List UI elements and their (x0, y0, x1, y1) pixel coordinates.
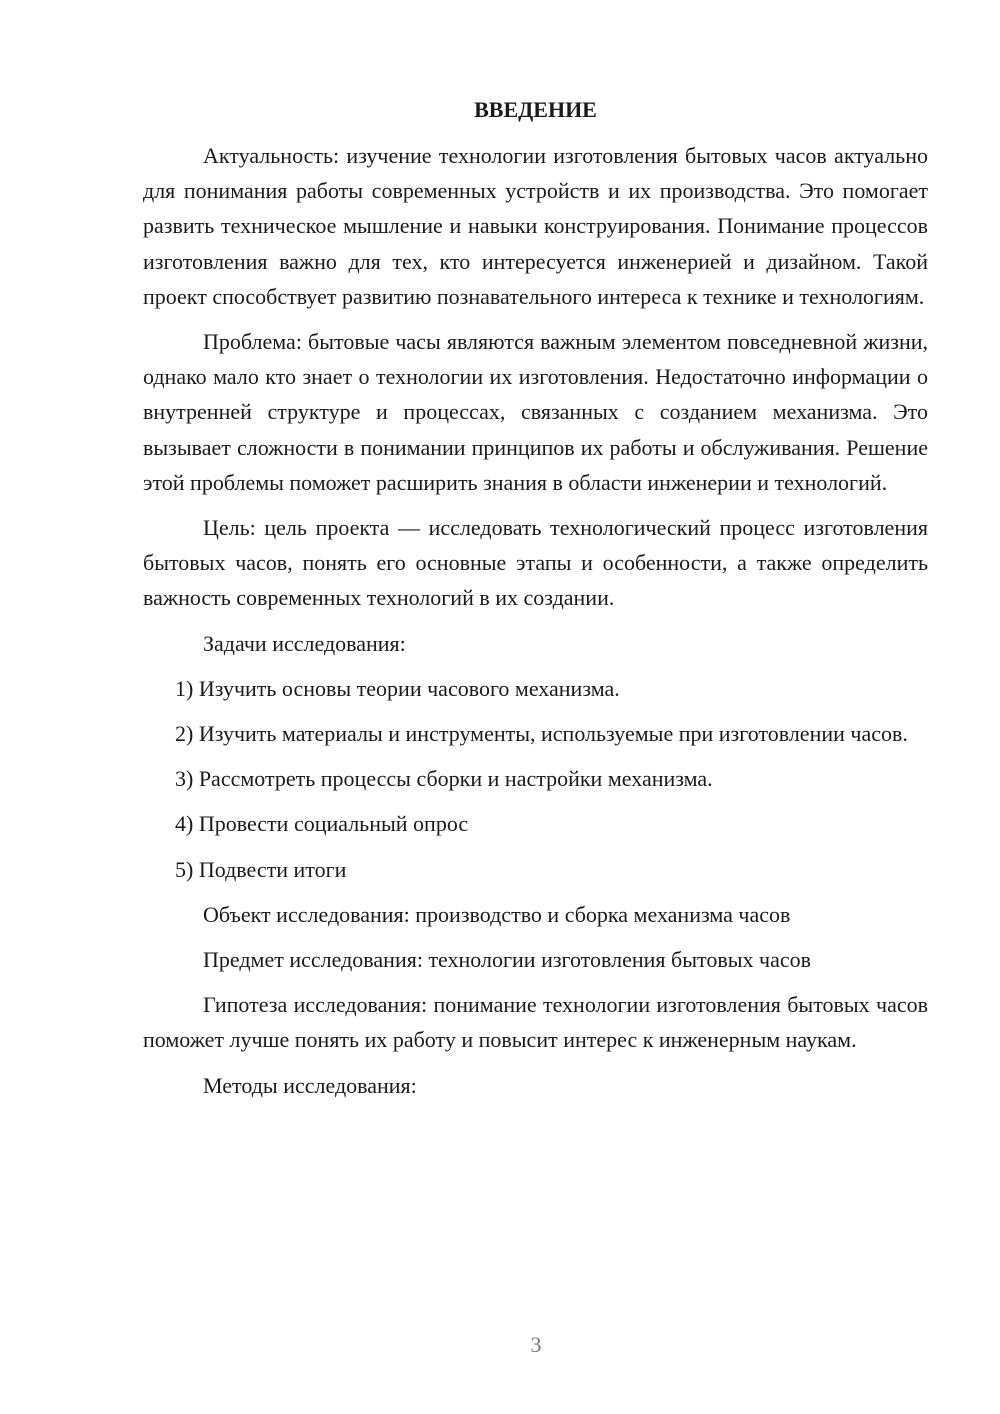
document-page (143, 92, 928, 1113)
paragraph-hypothesis: Гипотеза исследования: понимание технологии изготовления бытовых часов поможет лучше понять их работу и повысит интерес к инженерным наукам. (143, 992, 928, 1053)
page-title: ВВЕДЕНИЕ (474, 97, 597, 122)
page-number: 3 (530, 1332, 542, 1357)
paragraph-relevance: Актуальность: изучение технологии изготовления бытовых часов актуально для понимания работы современных устройств и их производства. Это помогает развить техническое мышление и навыки конструирования. Понимание процессов изготовления важно для тех, кто интересуется инженерией и дизайном. Такой проект способствует развитию познавательного интереса к технике и технологиям. (143, 143, 928, 309)
task-item-3: 3) Рассмотреть процессы сборки и настройки механизма. (175, 766, 713, 792)
tasks-heading: Задачи исследования: (203, 630, 406, 656)
task-item-4: 4) Провести социальный опрос (175, 811, 469, 837)
task-item-1: 1) Изучить основы теории часового механизма. (175, 675, 620, 701)
paragraph-goal: Цель: цель проекта — исследовать технологический процесс изготовления бытовых часов, понять его основные этапы и особенности, а также определить важность современных технологий в их создании. (143, 515, 928, 611)
task-item-2: 2) Изучить материалы и инструменты, используемые при изготовлении часов. (175, 721, 908, 747)
paragraph-object: Объект исследования: производство и сборка механизма часов (203, 901, 791, 927)
paragraph-problem: Проблема: бытовые часы являются важным элементом повседневной жизни, однако мало кто знает о технологии их изготовления. Недостаточно информации о внутренней структуре и процессах, связанных с созданием механизма. Это вызывает сложности в понимании принципов их работы и обслуживания. Решение этой проблемы поможет расширить знания в области инженерии и технологий. (143, 329, 928, 495)
task-item-5: 5) Подвести итоги (175, 856, 347, 882)
paragraph-subject: Предмет исследования: технологии изготовления бытовых часов (203, 947, 811, 973)
methods-heading: Методы исследования: (203, 1072, 417, 1098)
